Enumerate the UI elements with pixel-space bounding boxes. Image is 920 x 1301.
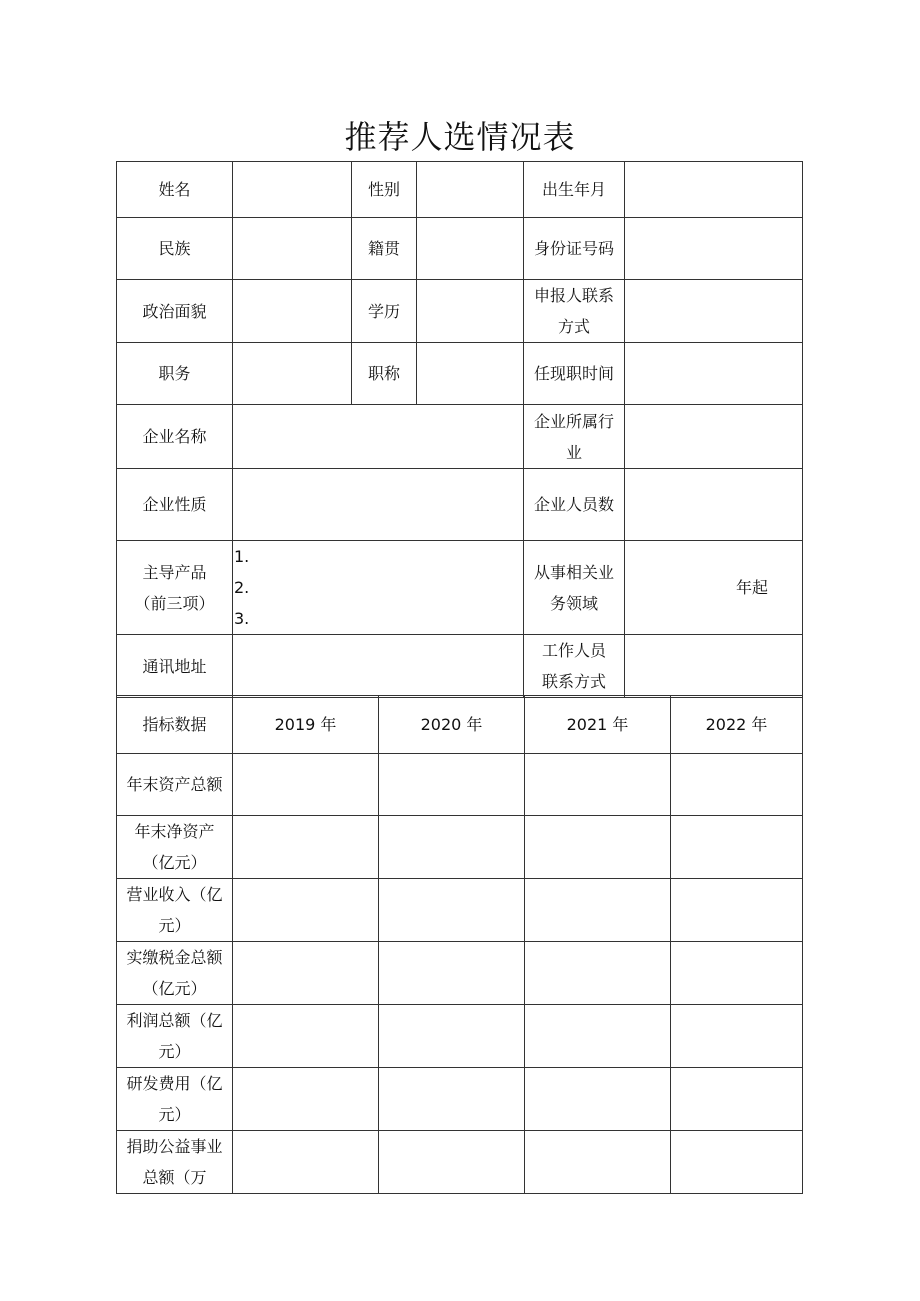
indicator-label-line: （亿元） [142, 853, 207, 872]
label-industry-line2: 业 [565, 442, 582, 462]
label-company-nature: 企业性质 [117, 469, 233, 541]
label-birth: 出生年月 [524, 162, 625, 218]
row-company-nature [117, 469, 803, 541]
business-field-year-suffix: 年起 [735, 578, 768, 597]
indicator-label-rnd [117, 1068, 233, 1131]
indicator-row-profit [117, 1005, 803, 1068]
field-industry[interactable] [625, 405, 803, 469]
indicator-cell[interactable] [671, 1005, 803, 1068]
label-business-field-line1: 从事相关业 [533, 562, 614, 582]
field-political-status[interactable] [233, 280, 352, 343]
year-2020-header: 2020 年 [379, 696, 525, 754]
label-business-field [524, 541, 625, 635]
indicator-row-total-assets [117, 754, 803, 816]
indicator-label-line: 元） [158, 1042, 191, 1061]
indicator-row-taxes [117, 942, 803, 1005]
year-2021-header: 2021 年 [525, 696, 671, 754]
indicator-cell[interactable] [379, 1005, 525, 1068]
field-company-nature[interactable] [233, 469, 524, 541]
field-title-rank[interactable] [417, 343, 524, 405]
indicator-cell[interactable] [671, 816, 803, 879]
indicator-label-line: 利润总额（亿 [126, 1011, 223, 1030]
row-name [117, 162, 803, 218]
indicator-cell[interactable] [525, 879, 671, 942]
indicator-label-line: 捐助公益事业 [126, 1137, 223, 1156]
field-ethnicity[interactable] [233, 218, 352, 280]
indicator-cell[interactable] [233, 754, 379, 816]
row-political [117, 280, 803, 343]
label-industry-line1: 企业所属行 [533, 411, 614, 431]
label-title-rank: 职称 [352, 343, 417, 405]
label-address: 通讯地址 [117, 635, 233, 698]
field-business-field[interactable] [625, 541, 803, 635]
indicator-header-label: 指标数据 [117, 696, 233, 754]
indicator-cell[interactable] [379, 1131, 525, 1194]
field-company-name[interactable] [233, 405, 524, 469]
field-name[interactable] [233, 162, 352, 218]
indicator-cell[interactable] [233, 816, 379, 879]
indicator-cell[interactable] [525, 754, 671, 816]
label-products-line2: （前三项） [134, 593, 215, 613]
label-gender: 性别 [352, 162, 417, 218]
indicator-cell[interactable] [379, 1068, 525, 1131]
label-name: 姓名 [117, 162, 233, 218]
field-address[interactable] [233, 635, 524, 698]
indicator-table [116, 695, 803, 1194]
label-applicant-contact [524, 280, 625, 343]
indicator-cell[interactable] [671, 879, 803, 942]
indicator-cell[interactable] [525, 1068, 671, 1131]
label-tenure: 任现职时间 [524, 343, 625, 405]
row-address [117, 635, 803, 698]
label-id-number: 身份证号码 [524, 218, 625, 280]
indicator-label-line: 实缴税金总额 [126, 948, 223, 967]
label-political-status: 政治面貌 [117, 280, 233, 343]
row-products [117, 541, 803, 635]
recommendation-form-table [116, 161, 803, 698]
indicator-label-line: 元） [158, 1105, 191, 1124]
indicator-cell[interactable] [671, 1131, 803, 1194]
indicator-cell[interactable] [379, 879, 525, 942]
indicator-label-line: 营业收入（亿 [126, 885, 223, 904]
indicator-cell[interactable] [233, 879, 379, 942]
label-company-name: 企业名称 [117, 405, 233, 469]
field-gender[interactable] [417, 162, 524, 218]
field-staff-contact[interactable] [625, 635, 803, 698]
label-ethnicity: 民族 [117, 218, 233, 280]
field-tenure[interactable] [625, 343, 803, 405]
field-position[interactable] [233, 343, 352, 405]
label-products-line1: 主导产品 [142, 562, 207, 582]
label-business-field-line2: 务领域 [549, 593, 598, 613]
field-education[interactable] [417, 280, 524, 343]
label-education: 学历 [352, 280, 417, 343]
field-staff-count[interactable] [625, 469, 803, 541]
indicator-label-line: 研发费用（亿 [126, 1074, 223, 1093]
indicator-cell[interactable] [671, 754, 803, 816]
product-item-3: 3. [234, 609, 250, 628]
label-applicant-contact-line1: 申报人联系 [533, 286, 614, 305]
row-ethnicity [117, 218, 803, 280]
year-2019-header: 2019 年 [233, 696, 379, 754]
label-staff-contact [524, 635, 625, 698]
indicator-cell[interactable] [525, 1131, 671, 1194]
row-company-name [117, 405, 803, 469]
year-2022-header: 2022 年 [671, 696, 803, 754]
indicator-label-total-assets [117, 754, 233, 816]
indicator-cell[interactable] [379, 942, 525, 1005]
indicator-label-line: 总额（万 [142, 1168, 207, 1187]
indicator-cell[interactable] [671, 942, 803, 1005]
indicator-row-net-assets [117, 816, 803, 879]
indicator-label-line: 年末净资产 [134, 822, 215, 841]
label-industry [524, 405, 625, 469]
indicator-cell[interactable] [671, 1068, 803, 1131]
indicator-label-line: （亿元） [142, 979, 207, 998]
indicator-cell[interactable] [233, 1131, 379, 1194]
indicator-cell[interactable] [525, 816, 671, 879]
field-products[interactable] [233, 541, 524, 635]
indicator-header-row [117, 696, 803, 754]
label-applicant-contact-line2: 方式 [557, 317, 590, 336]
indicator-label-line: 年末资产总额 [126, 775, 223, 794]
indicator-cell[interactable] [233, 1068, 379, 1131]
indicator-label-profit [117, 1005, 233, 1068]
row-position [117, 343, 803, 405]
indicator-cell[interactable] [379, 816, 525, 879]
label-staff-contact-line2: 联系方式 [541, 672, 606, 691]
indicator-label-donations [117, 1131, 233, 1194]
indicator-row-revenue [117, 879, 803, 942]
indicator-label-revenue [117, 879, 233, 942]
indicator-cell[interactable] [525, 942, 671, 1005]
label-products [117, 541, 233, 635]
field-birth[interactable] [625, 162, 803, 218]
product-item-1: 1. [234, 547, 250, 566]
indicator-label-line: 元） [158, 916, 191, 935]
indicator-cell[interactable] [233, 942, 379, 1005]
product-item-2: 2. [234, 578, 250, 597]
label-position: 职务 [117, 343, 233, 405]
field-id-number[interactable] [625, 218, 803, 280]
field-applicant-contact[interactable] [625, 280, 803, 343]
field-native-place[interactable] [417, 218, 524, 280]
page-title: 推荐人选情况表 [344, 118, 576, 156]
indicator-cell[interactable] [233, 1005, 379, 1068]
indicator-cell[interactable] [379, 754, 525, 816]
label-native-place: 籍贯 [352, 218, 417, 280]
label-staff-count: 企业人员数 [524, 469, 625, 541]
label-staff-contact-line1: 工作人员 [541, 641, 606, 660]
indicator-row-rnd [117, 1068, 803, 1131]
indicator-label-net-assets [117, 816, 233, 879]
indicator-row-donations [117, 1131, 803, 1194]
indicator-cell[interactable] [525, 1005, 671, 1068]
indicator-label-taxes [117, 942, 233, 1005]
